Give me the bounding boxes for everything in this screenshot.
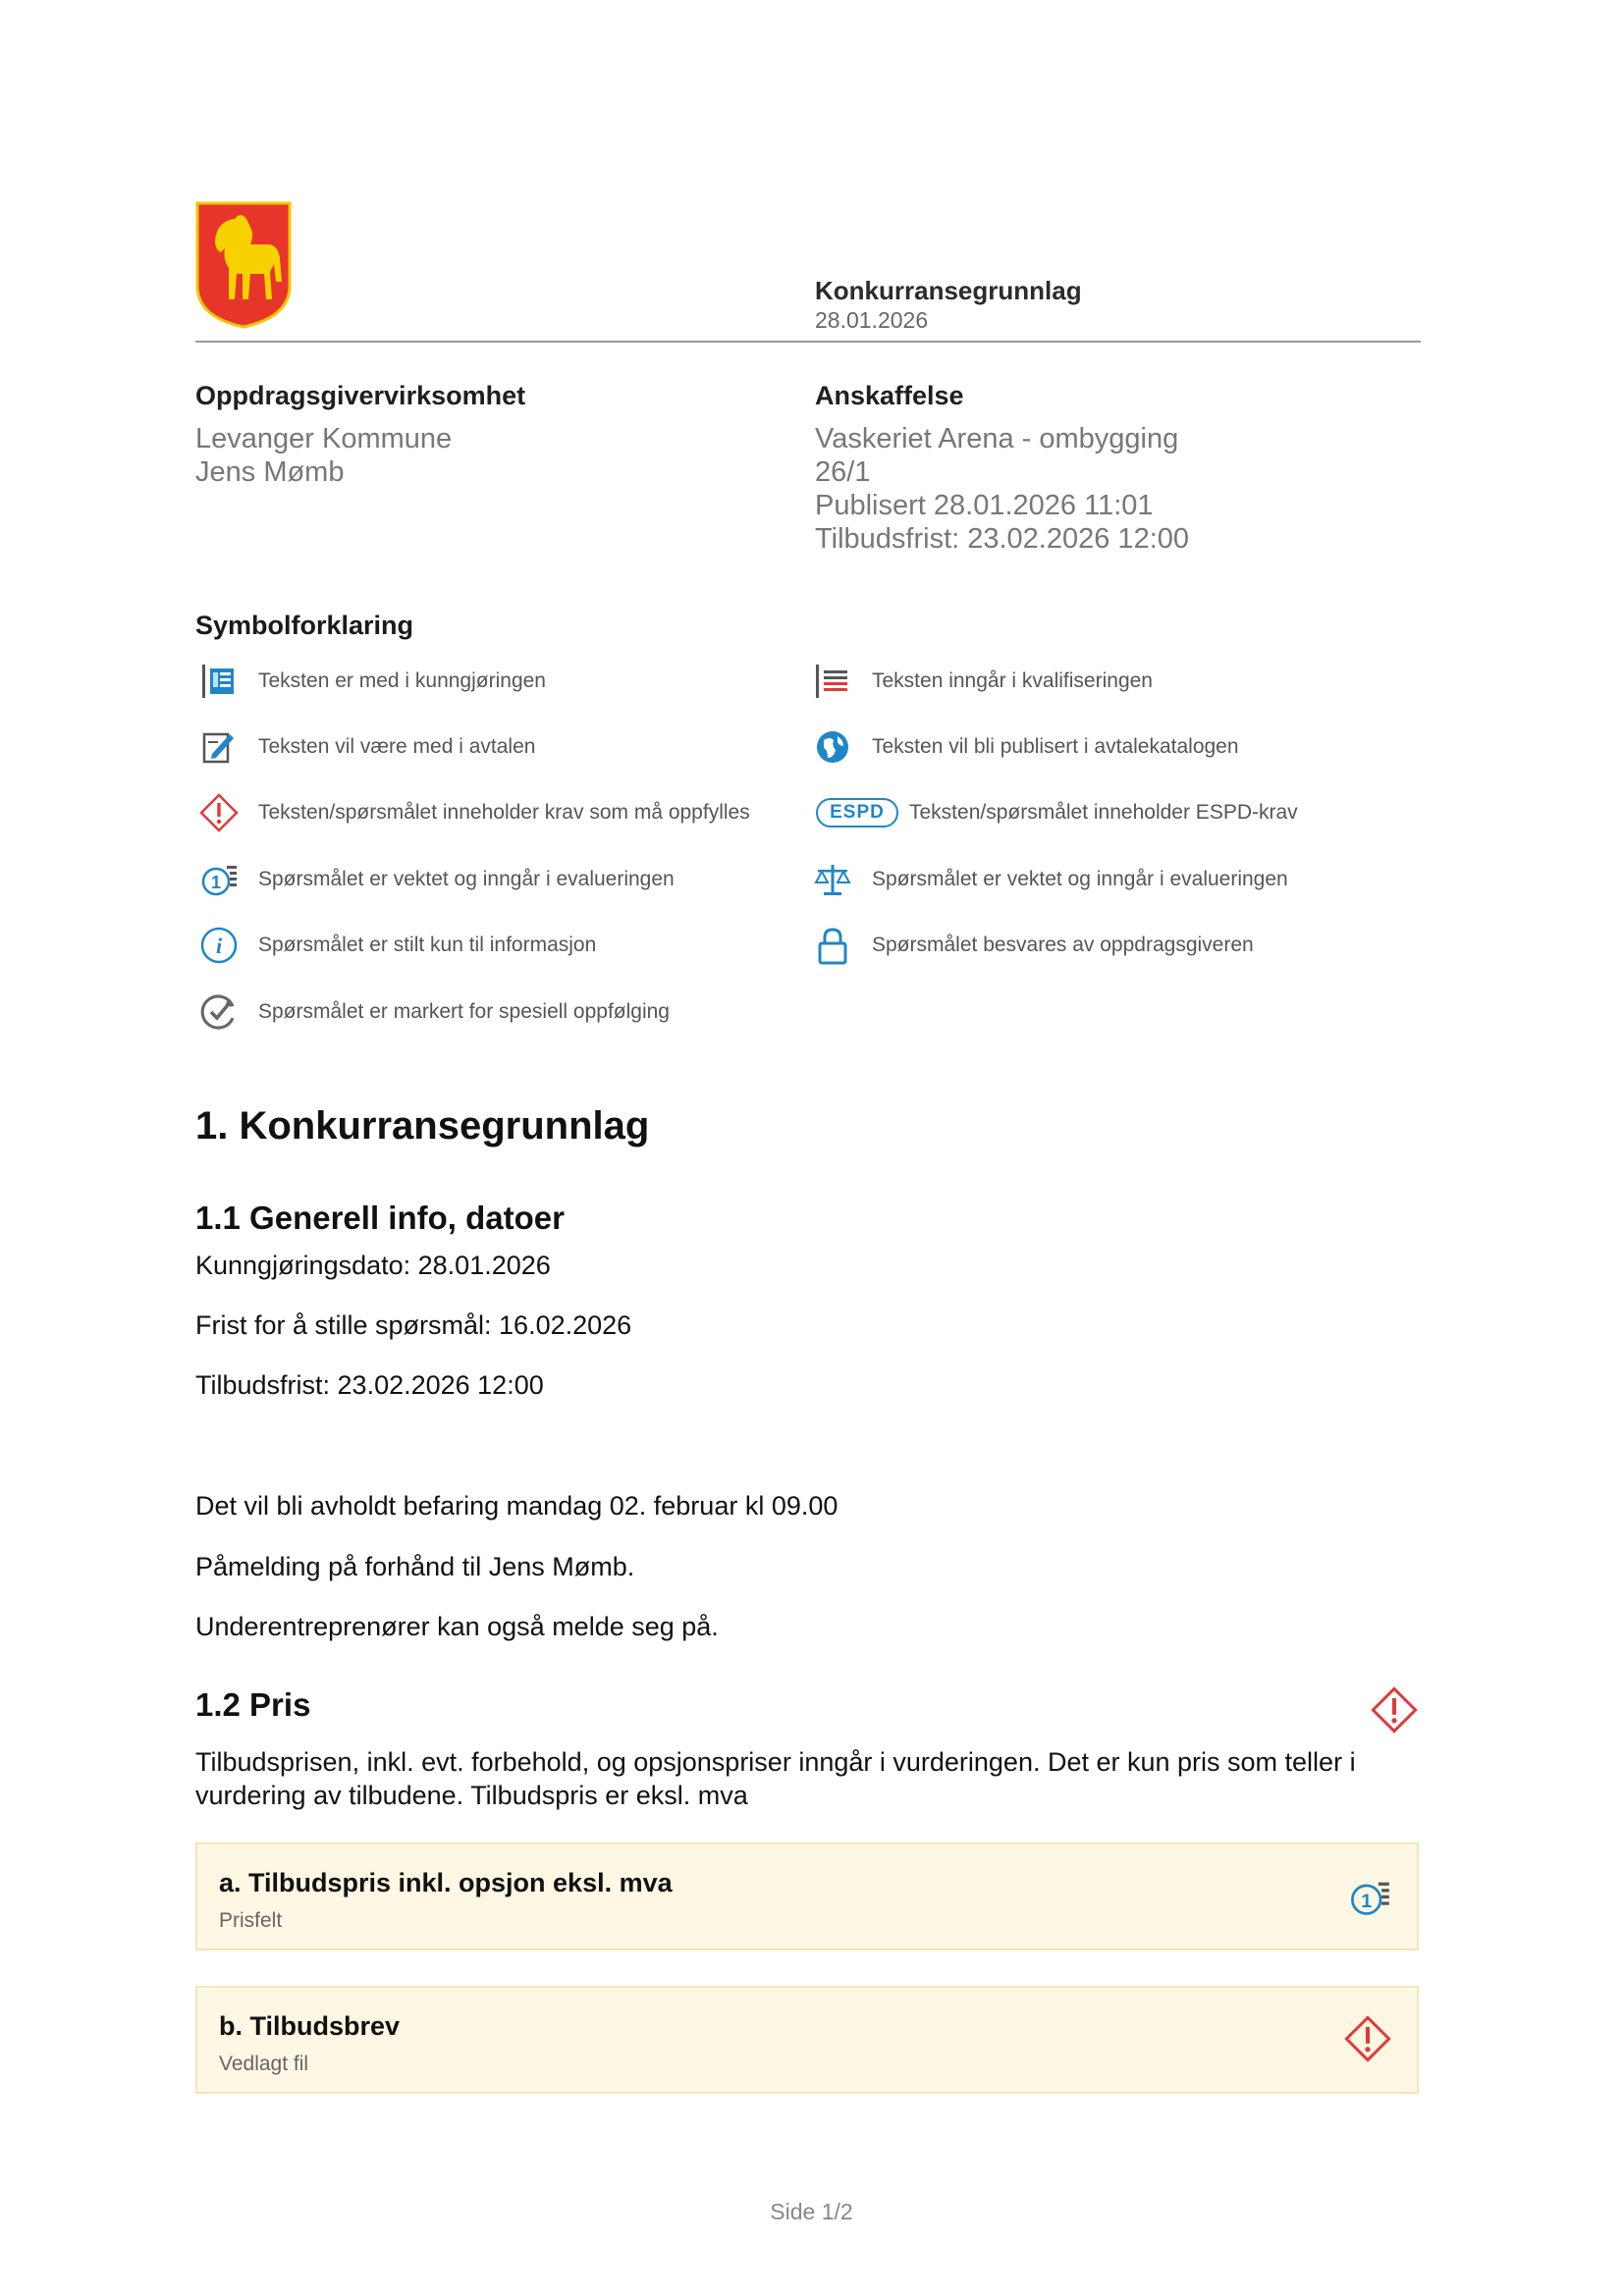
- subsection-title-price: 1.2 Pris: [195, 1686, 311, 1723]
- espd-icon: ESPD: [815, 793, 899, 832]
- registration-info: Påmelding på forhånd til Jens Mømb.: [195, 1552, 635, 1581]
- legend-text: Teksten inngår i kvalifiseringen: [872, 669, 1153, 692]
- procurement-deadline: Tilbudsfrist: 23.02.2026 12:00: [815, 523, 1190, 555]
- scales-icon: [813, 860, 852, 899]
- coat-of-arms-logo: [195, 201, 292, 329]
- procurement-reference: 26/1: [815, 456, 871, 488]
- legend-item-requirement: [199, 793, 750, 832]
- tender-deadline: Tilbudsfrist: 23.02.2026 12:00: [195, 1370, 544, 1400]
- legend-item-announcement: [199, 662, 546, 701]
- procurement-published: Publisert 28.01.2026 11:01: [815, 490, 1154, 521]
- client-contact: Jens Mømb: [195, 456, 345, 488]
- question-title: a. Tilbudspris inkl. opsjon eksl. mva: [219, 1868, 673, 1897]
- contract-icon: [199, 727, 239, 767]
- question-deadline: Frist for å stille spørsmål: 16.02.2026: [195, 1310, 632, 1340]
- legend-item-scales: [813, 860, 1288, 899]
- legend-text: Spørsmålet er vektet og inngår i evalueringen: [872, 868, 1288, 890]
- qualification-icon: [813, 662, 852, 701]
- svg-text:i: i: [215, 934, 223, 958]
- announcement-date: Kunngjøringsdato: 28.01.2026: [195, 1251, 551, 1280]
- requirement-icon: [199, 793, 239, 832]
- document-date: 28.01.2026: [815, 307, 929, 333]
- question-card-price[interactable]: [195, 1842, 1419, 1950]
- requirement-icon: [1344, 2015, 1391, 2062]
- document-title: Konkurransegrunnlag: [815, 276, 1082, 305]
- legend-text: Spørsmålet besvares av oppdragsgiveren: [872, 934, 1254, 956]
- legend-text: Spørsmålet er stilt kun til informasjon: [258, 934, 597, 956]
- procurement-name: Vaskeriet Arena - ombygging: [815, 423, 1179, 454]
- question-type: Prisfelt: [219, 1909, 283, 1932]
- legend-item-weighted-number: [199, 860, 675, 899]
- client-heading: Oppdragsgivervirksomhet: [195, 381, 526, 410]
- svg-text:1: 1: [210, 873, 222, 892]
- legend-text: Teksten/spørsmålet inneholder ESPD-krav: [909, 801, 1298, 824]
- site-visit-info: Det vil bli avholdt befaring mandag 02. februar kl 09.00: [195, 1491, 839, 1521]
- header-divider: [195, 341, 1421, 343]
- section-title: 1. Konkurransegrunnlag: [195, 1104, 650, 1148]
- legend-text: Teksten vil bli publisert i avtalekatalogen: [872, 735, 1239, 758]
- client-info: [195, 422, 452, 489]
- price-description: Tilbudsprisen, inkl. evt. forbehold, og opsjonspriser inngår i vurderingen. Det er kun pris som teller i vurdering av tilbudene. Tilbudspris er eksl. mva: [195, 1747, 1356, 1810]
- legend-item-follow-up: [199, 992, 670, 1032]
- subcontractor-info: Underentreprenører kan også melde seg på.: [195, 1612, 719, 1641]
- follow-up-icon: [199, 992, 239, 1032]
- svg-text:1: 1: [1361, 1890, 1373, 1912]
- weighted-number-icon: [1348, 1876, 1391, 1919]
- procurement-info: [815, 422, 1189, 556]
- lock-icon: [813, 926, 852, 965]
- question-type: Vedlagt fil: [219, 2053, 309, 2075]
- legend-item-contract: [199, 727, 535, 767]
- legend-text: Spørsmålet er markert for spesiell oppfølging: [258, 1000, 670, 1023]
- legend-heading: Symbolforklaring: [195, 611, 414, 640]
- legend-text: Teksten vil være med i avtalen: [258, 735, 536, 758]
- info-icon: [199, 926, 239, 965]
- legend-item-qualification: [813, 662, 1153, 701]
- legend-text: Spørsmålet er vektet og inngår i evalueringen: [258, 868, 675, 890]
- question-card-tender-letter[interactable]: [195, 1986, 1419, 2094]
- globe-icon: [813, 727, 852, 767]
- legend-item-globe: [813, 727, 1239, 767]
- legend-item-info: [199, 926, 596, 965]
- subsection-title-general: 1.1 Generell info, datoer: [195, 1200, 565, 1236]
- announcement-icon: [199, 662, 239, 701]
- client-name: Levanger Kommune: [195, 423, 453, 454]
- page-number: Side 1/2: [770, 2199, 853, 2224]
- question-title: b. Tilbudsbrev: [219, 2011, 401, 2041]
- legend-text: Teksten/spørsmålet inneholder krav som må oppfylles: [258, 801, 750, 824]
- legend-text: Teksten er med i kunngjøringen: [258, 669, 546, 692]
- requirement-icon: [1371, 1686, 1418, 1734]
- weighted-number-icon: [199, 860, 239, 899]
- legend-item-lock: [813, 926, 1254, 965]
- procurement-heading: Anskaffelse: [815, 381, 964, 410]
- legend-item-espd: [815, 793, 1298, 832]
